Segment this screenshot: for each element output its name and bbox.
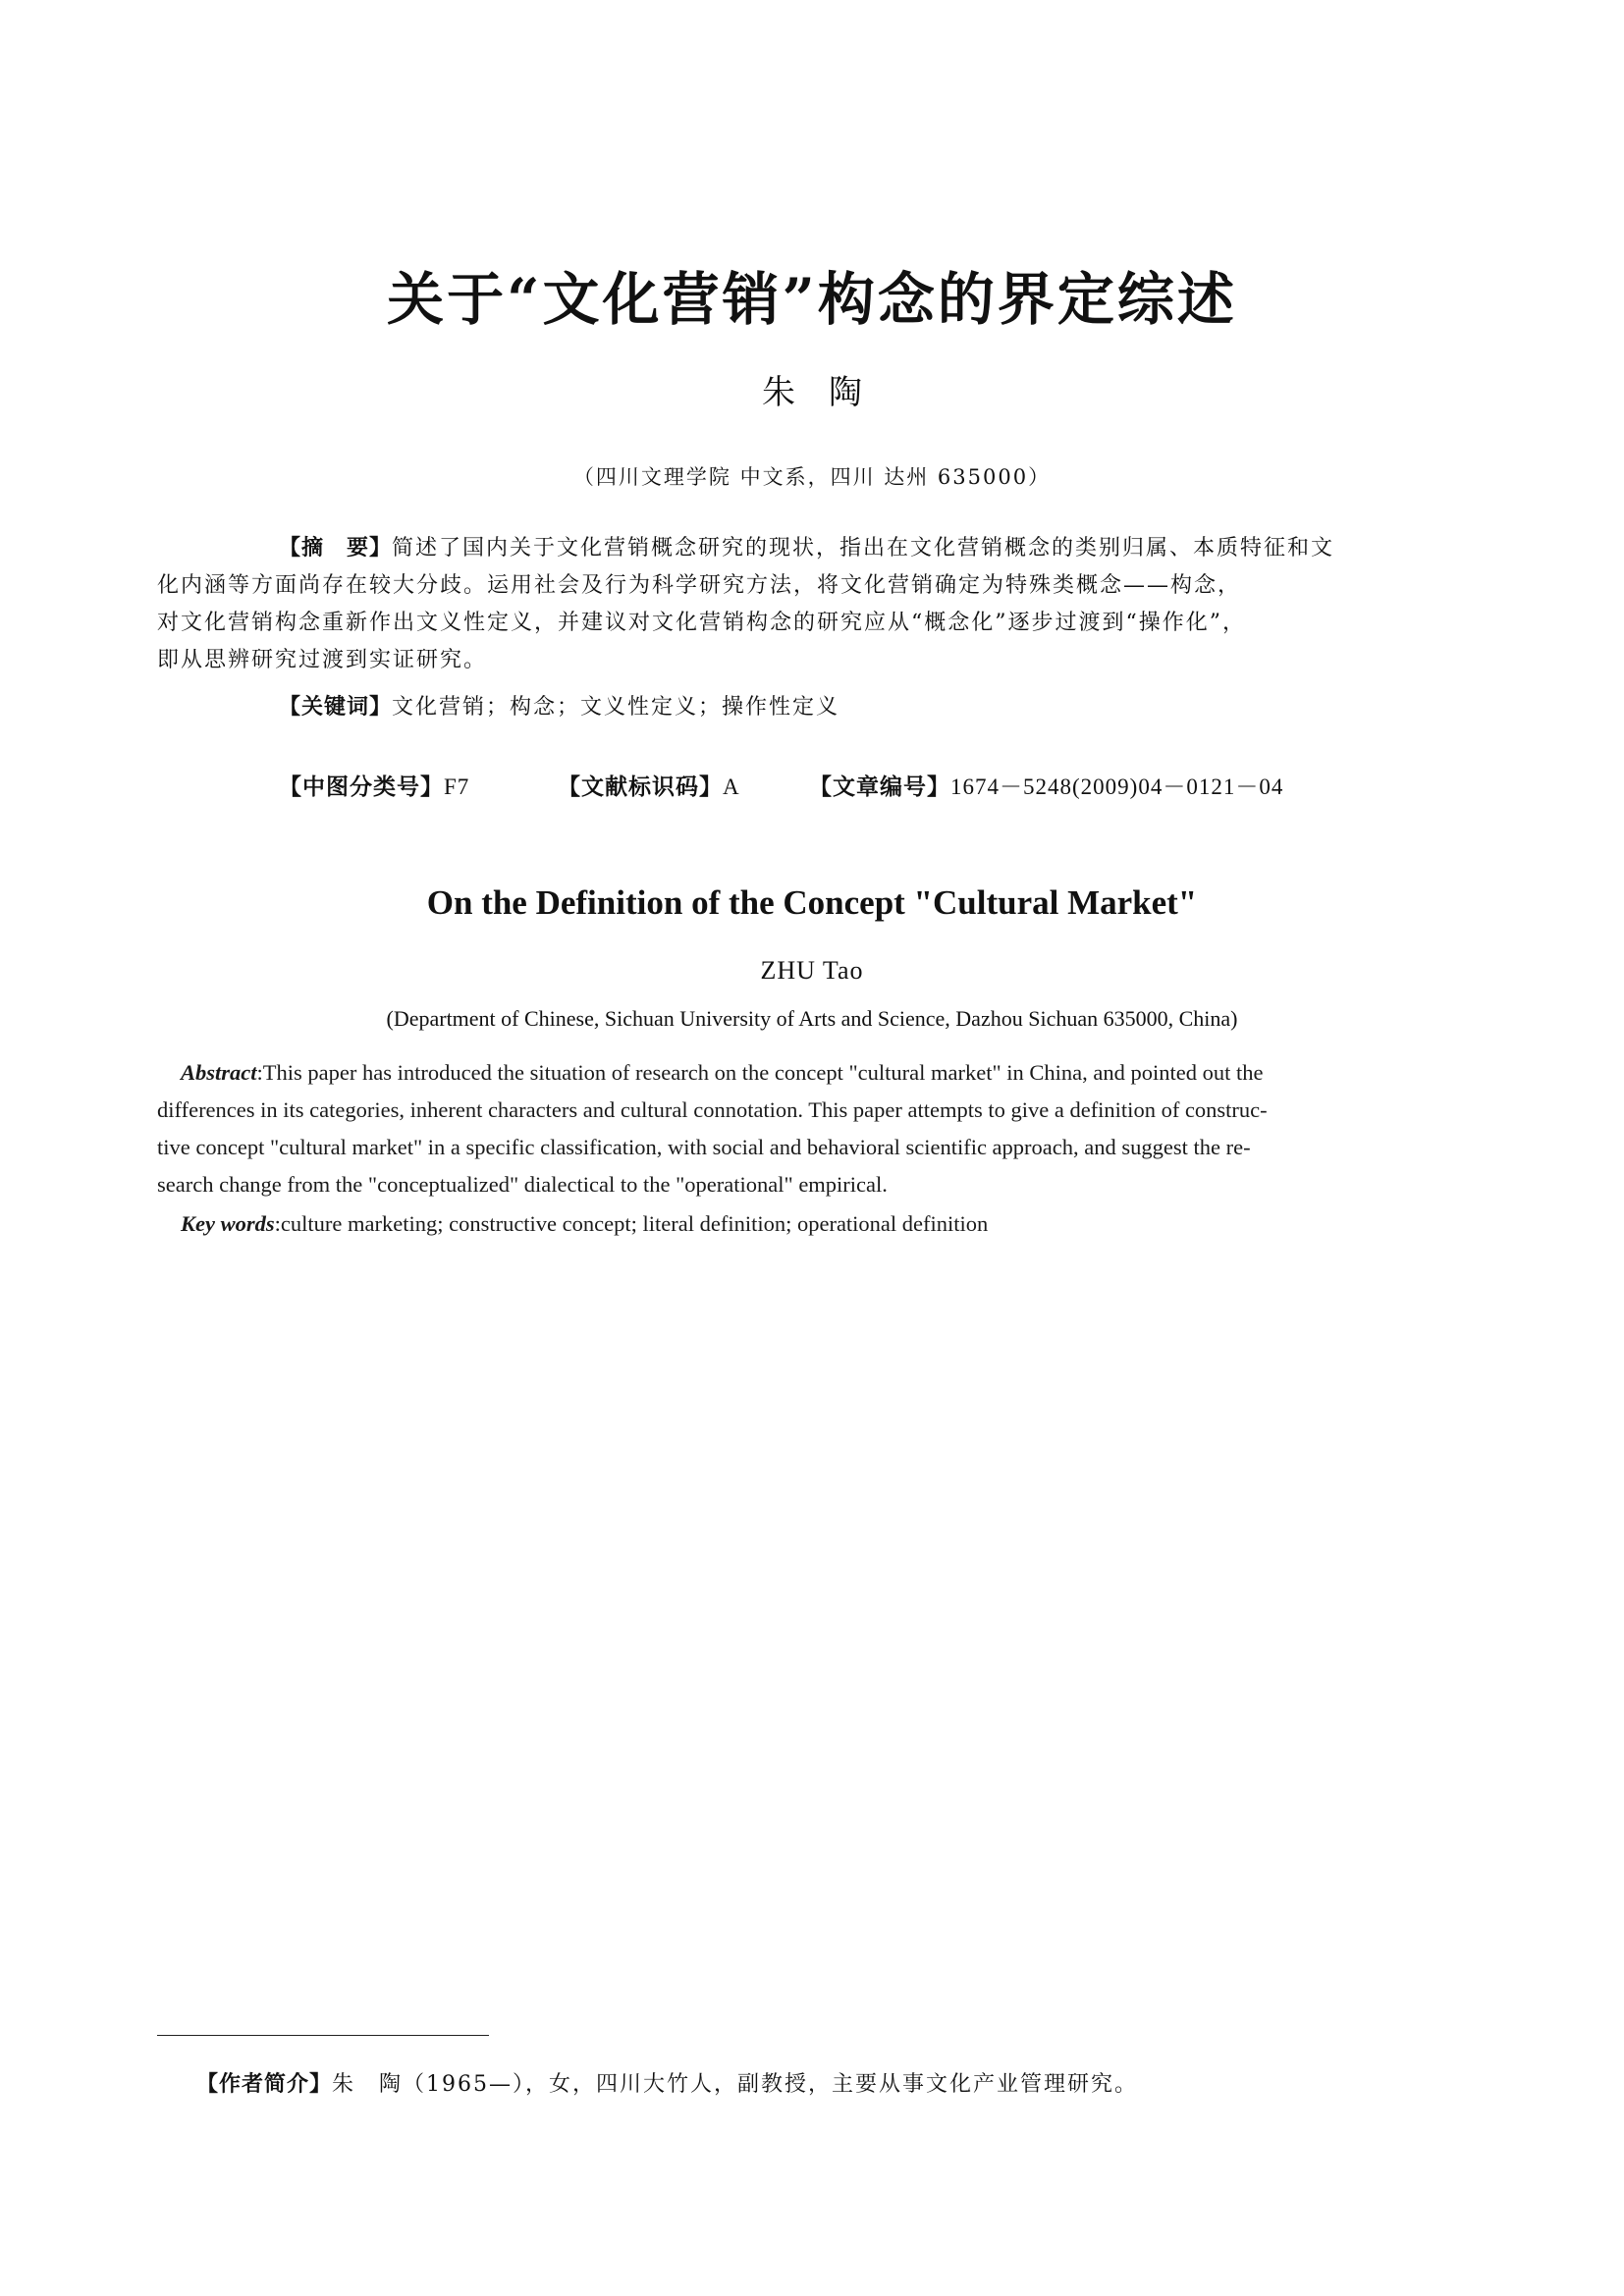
- clc-value: F7: [444, 774, 470, 799]
- english-affiliation: (Department of Chinese, Sichuan University of Arts and Science, Dazhou Sichuan 635000, China): [386, 1006, 1238, 1031]
- page-title: 关于“文化营销”构念的界定综述: [387, 266, 1237, 333]
- clc-number: [279, 769, 469, 801]
- clc-label: 【中图分类号】: [279, 774, 444, 800]
- keywords-en-label: Key words: [181, 1211, 275, 1236]
- author-footnote: [196, 2067, 1473, 2098]
- abstract-label: 【摘 要】: [279, 536, 393, 561]
- keywords-cn: [279, 689, 1406, 726]
- footnote-divider: [157, 2035, 489, 2036]
- abstract-line: differences in its categories, inherent characters and cultural connotation. This paper attempts to give a definition of construc-: [157, 1097, 1268, 1122]
- footnote-label: 【作者简介】: [196, 2072, 333, 2097]
- abstract-en: [157, 1054, 1485, 1203]
- article-number-label: 【文章编号】: [809, 774, 950, 800]
- keywords-text: 文化营销；构念；文义性定义；操作性定义: [392, 695, 840, 720]
- document-code-value: A: [723, 774, 740, 799]
- keywords-en-text: culture marketing; constructive concept; literal definition; operational definition: [280, 1211, 989, 1236]
- abstract-en-label: Abstract: [181, 1060, 257, 1085]
- abstract-line: Abstract:This paper has introduced the situation of research on the concept "cultural market" in China, and pointed out the: [181, 1060, 1264, 1085]
- article-number: [809, 769, 1283, 801]
- author-name: 朱陶: [762, 373, 895, 412]
- abstract-cn: [157, 530, 1406, 679]
- abstract-line: search change from the "conceptualized" dialectical to the "operational" empirical.: [157, 1172, 888, 1197]
- abstract-line: 对文化营销构念重新作出文义性定义，并建议对文化营销构念的研究应从“概念化”逐步过渡到“操作化”，: [157, 611, 1246, 635]
- classification-row: [279, 769, 1406, 808]
- abstract-line: 化内涵等方面尚存在较大分歧。运用社会及行为科学研究方法，将文化营销确定为特殊类概念——构念，: [157, 573, 1242, 598]
- abstract-line: 即从思辨研究过渡到实证研究。: [157, 648, 488, 672]
- author-affiliation: （四川文理学院 中文系，四川 达州 635000）: [572, 465, 1052, 489]
- document-code: [558, 769, 740, 801]
- keywords-label: 【关键词】: [279, 695, 393, 720]
- document-code-label: 【文献标识码】: [558, 774, 723, 800]
- footnote-text: 朱 陶（1965—），女，四川大竹人，副教授，主要从事文化产业管理研究。: [332, 2072, 1139, 2097]
- abstract-line: tive concept "cultural market" in a specific classification, with social and behavioral scientific approach, and suggest the re-: [157, 1135, 1251, 1159]
- english-title: On the Definition of the Concept "Cultural Market": [426, 883, 1198, 922]
- keywords-en: Key words:culture marketing; constructive concept; literal definition; operational definition: [181, 1211, 989, 1236]
- article-number-value: 1674－5248(2009)04－0121－04: [950, 774, 1284, 799]
- abstract-line: 【摘 要】简述了国内关于文化营销概念研究的现状，指出在文化营销概念的类别归属、本质特征和文: [279, 536, 1335, 561]
- english-author: ZHU Tao: [760, 956, 864, 985]
